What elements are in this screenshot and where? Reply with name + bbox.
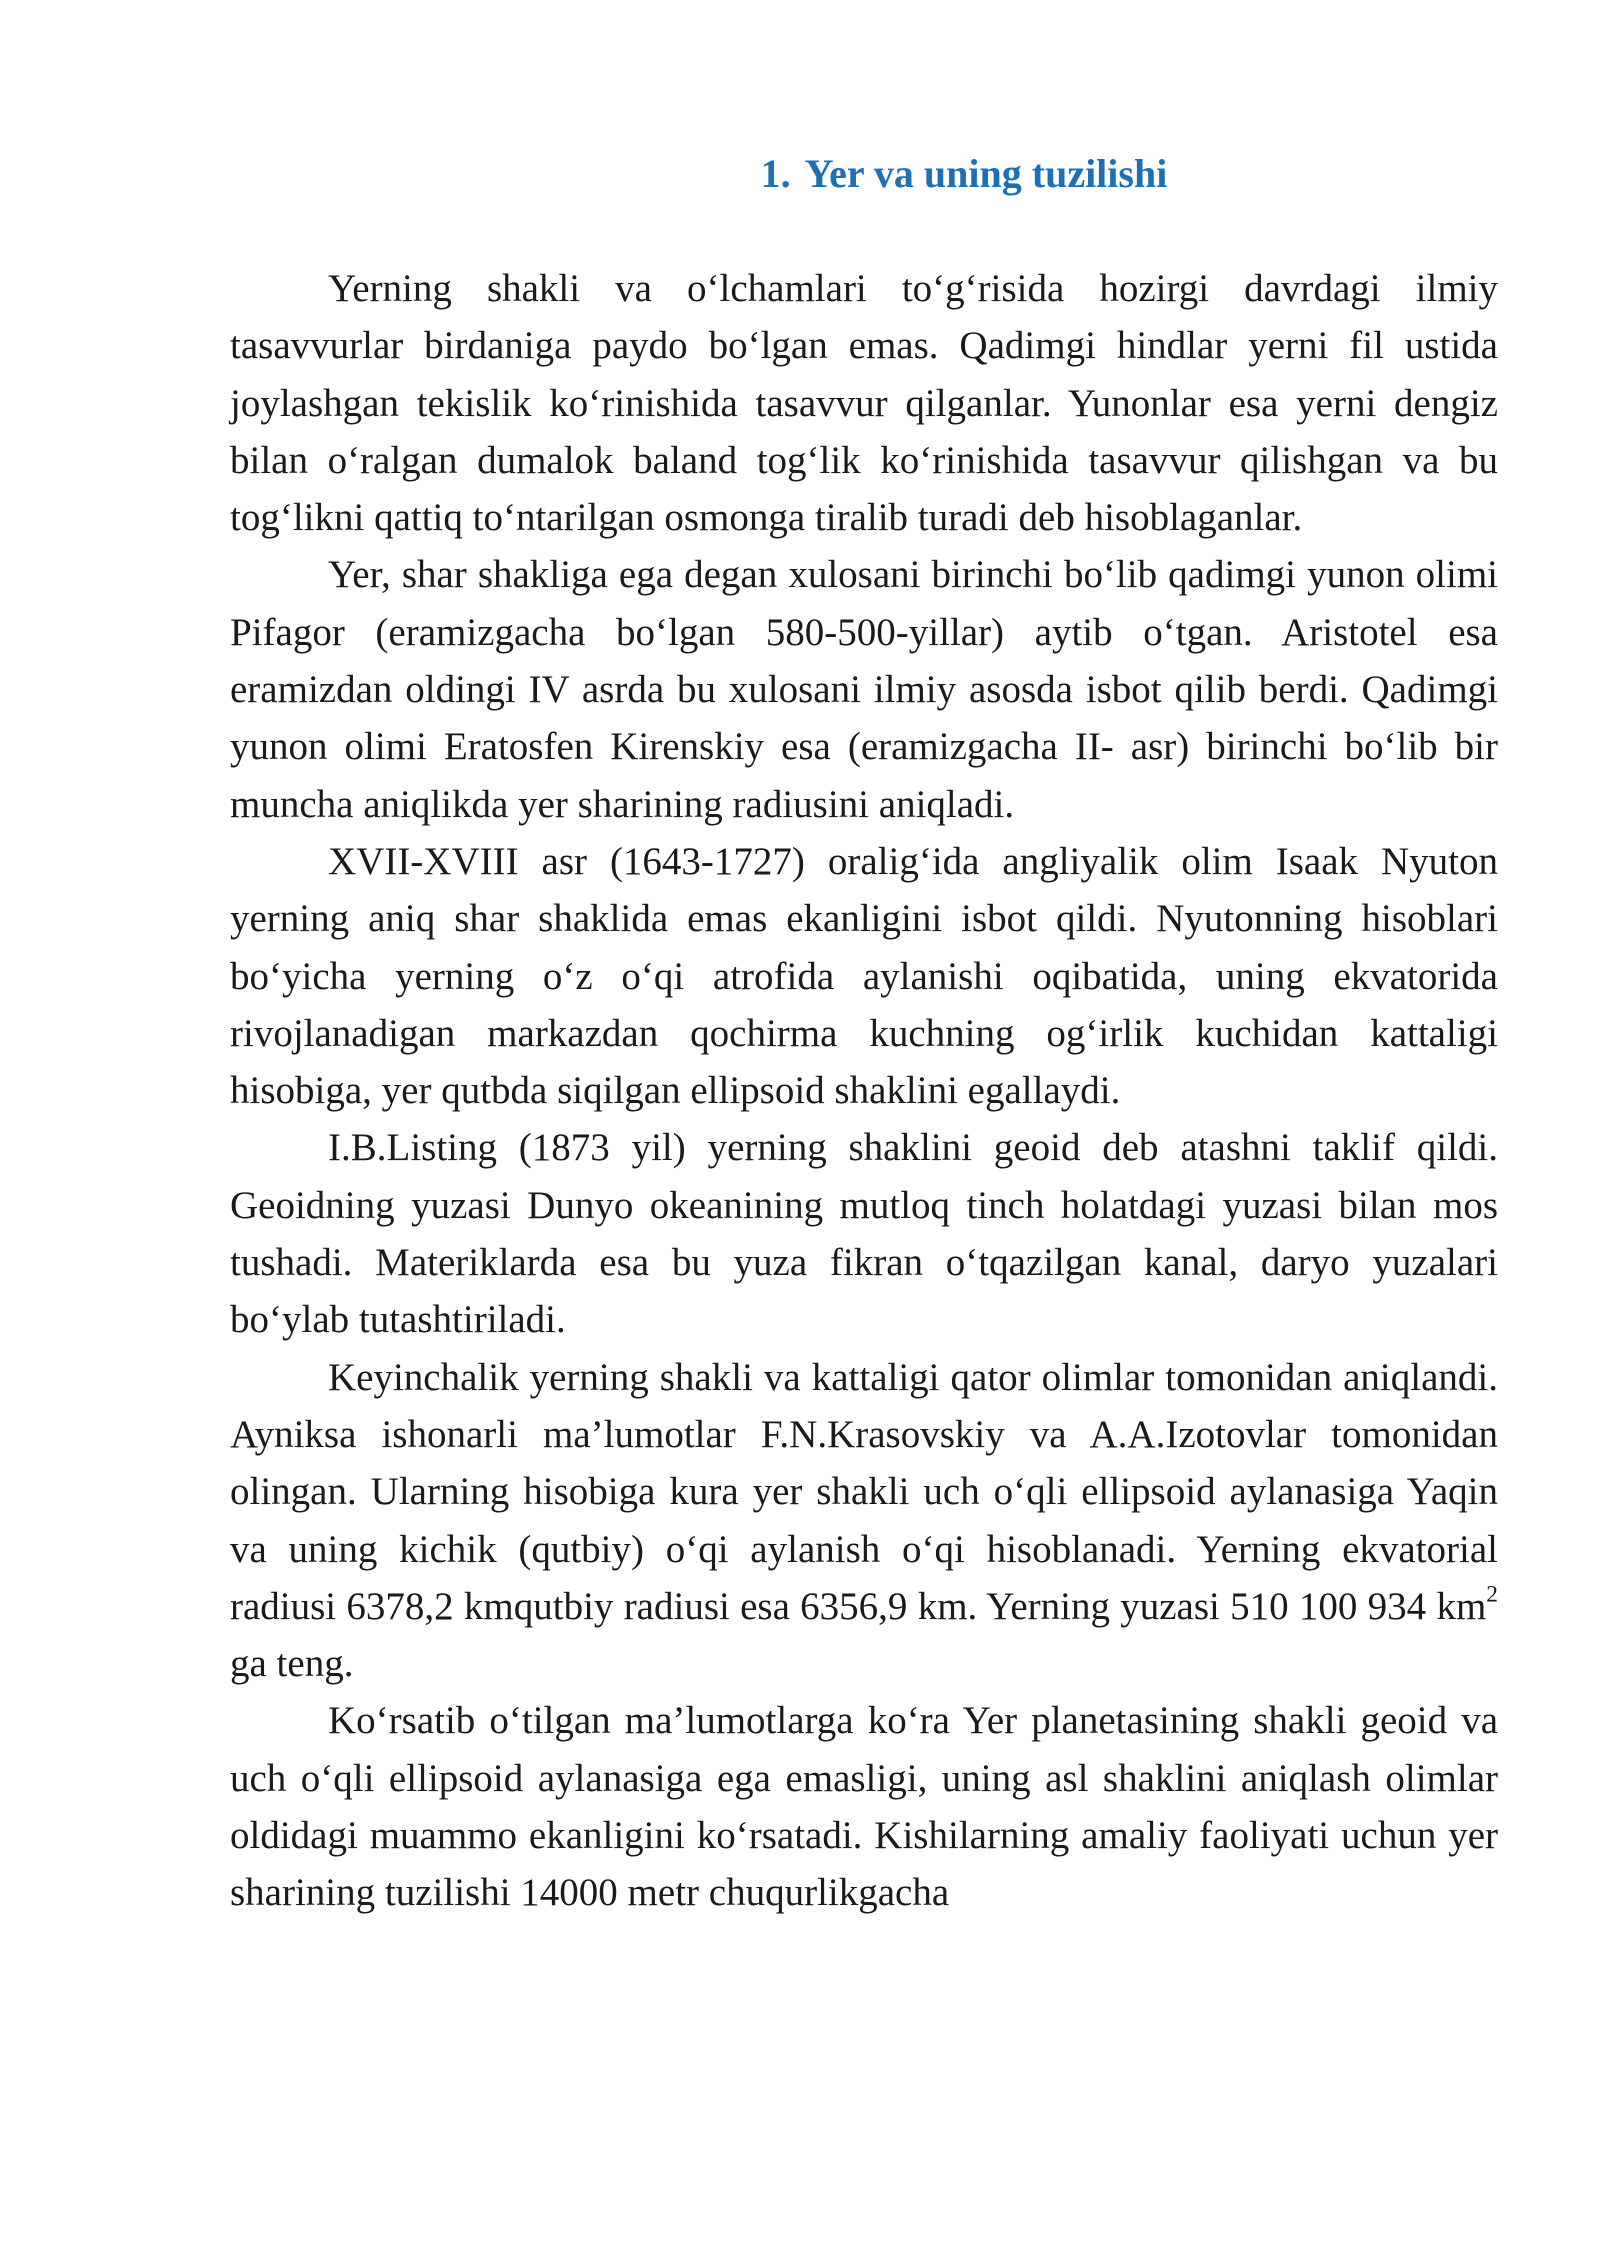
document-page [230, 150, 1498, 1922]
paragraph-4: I.B.Listing (1873 yil) yerning shaklini geoid deb atashni taklif qildi. Geoidning yuzasi Dunyo okeanining mutloq tinch holatdagi yuzasi bilan mos tushadi. Materiklarda esa bu yuza fikran o‘tqazilgan kanal, daryo yuzalari bo‘ylab tutashtiriladi. [230, 1126, 1498, 1342]
paragraph-6: Ko‘rsatib o‘tilgan ma’lumotlarga ko‘ra Yer planetasining shakli geoid va uch o‘qli ellipsoid aylanasiga ega emasligi, uning asl shaklini aniqlash olimlar oldidagi muammo ekanligini ko‘rsatadi. Kishilarning amaliy faoliyati uchun yer sharining tuzilishi 14000 metr chuqurlikgacha [230, 1699, 1498, 1915]
section-heading [230, 150, 1498, 198]
paragraph-5-tail: ga teng. [230, 1642, 354, 1686]
paragraph-5-text: Keyinchalik yerning shakli va kattaligi qator olimlar tomonidan aniqlandi. Ayniksa ishonarli ma’lumotlar F.N.Krasovskiy va A.A.Izotovlar tomonidan olingan. Ularning hisobiga kura yer shakli uch o‘qli ellipsoid aylanasiga Yaqin va uning kichik (qutbiy) o‘qi aylanish o‘qi hisoblanadi. Yerning ekvatorial radiusi 6378,2 kmqutbiy radiusi esa 6356,9 km. Yerning yuzasi 510 100 934 km [230, 1355, 1498, 1628]
paragraph-5 [230, 1349, 1498, 1693]
paragraph-2: Yer, shar shakliga ega degan xulosani birinchi bo‘lib qadimgi yunon olimi Pifagor (eramizgacha bo‘lgan 580-500-yillar) aytib o‘tgan. Aristotel esa eramizdan oldingi IV asrda bu xulosani ilmiy asosda isbot qilib berdi. Qadimgi yunon olimi Eratosfen Kirenskiy esa (eramizgacha II- asr) birinchi bo‘lib bir muncha aniqlikda yer sharining radiusini aniqladi. [230, 553, 1498, 826]
paragraph-3: XVII-XVIII asr (1643-1727) oralig‘ida angliyalik olim Isaak Nyuton yerning aniq shar shaklida emas ekanligini isbot qildi. Nyutonning hisoblari bo‘yicha yerning o‘z o‘qi atrofida aylanishi oqibatida, uning ekvatorida rivojlanadigan markazdan qochirma kuchning og‘irlik kuchidan kattaligi hisobiga, yer qutbda siqilgan ellipsoid shaklini egallaydi. [230, 839, 1498, 1113]
section-title: Yer va uning tuzilishi [804, 151, 1168, 196]
section-number: 1. [760, 151, 791, 196]
paragraph-1: Yerning shakli va o‘lchamlari to‘g‘risida hozirgi davrdagi ilmiy tasavvurlar birdaniga paydo bo‘lgan emas. Qadimgi hindlar yerni fil ustida joylashgan tekislik ko‘rinishida tasavvur qilganlar. Yunonlar esa yerni dengiz bilan o‘ralgan dumalok baland tog‘lik ko‘rinishida tasavvur qilishgan va bu tog‘likni qattiq to‘ntarilgan osmonga tiralib turadi deb hisoblaganlar. [230, 267, 1498, 540]
area-superscript: 2 [1486, 1581, 1498, 1608]
body-text [230, 260, 1498, 1922]
